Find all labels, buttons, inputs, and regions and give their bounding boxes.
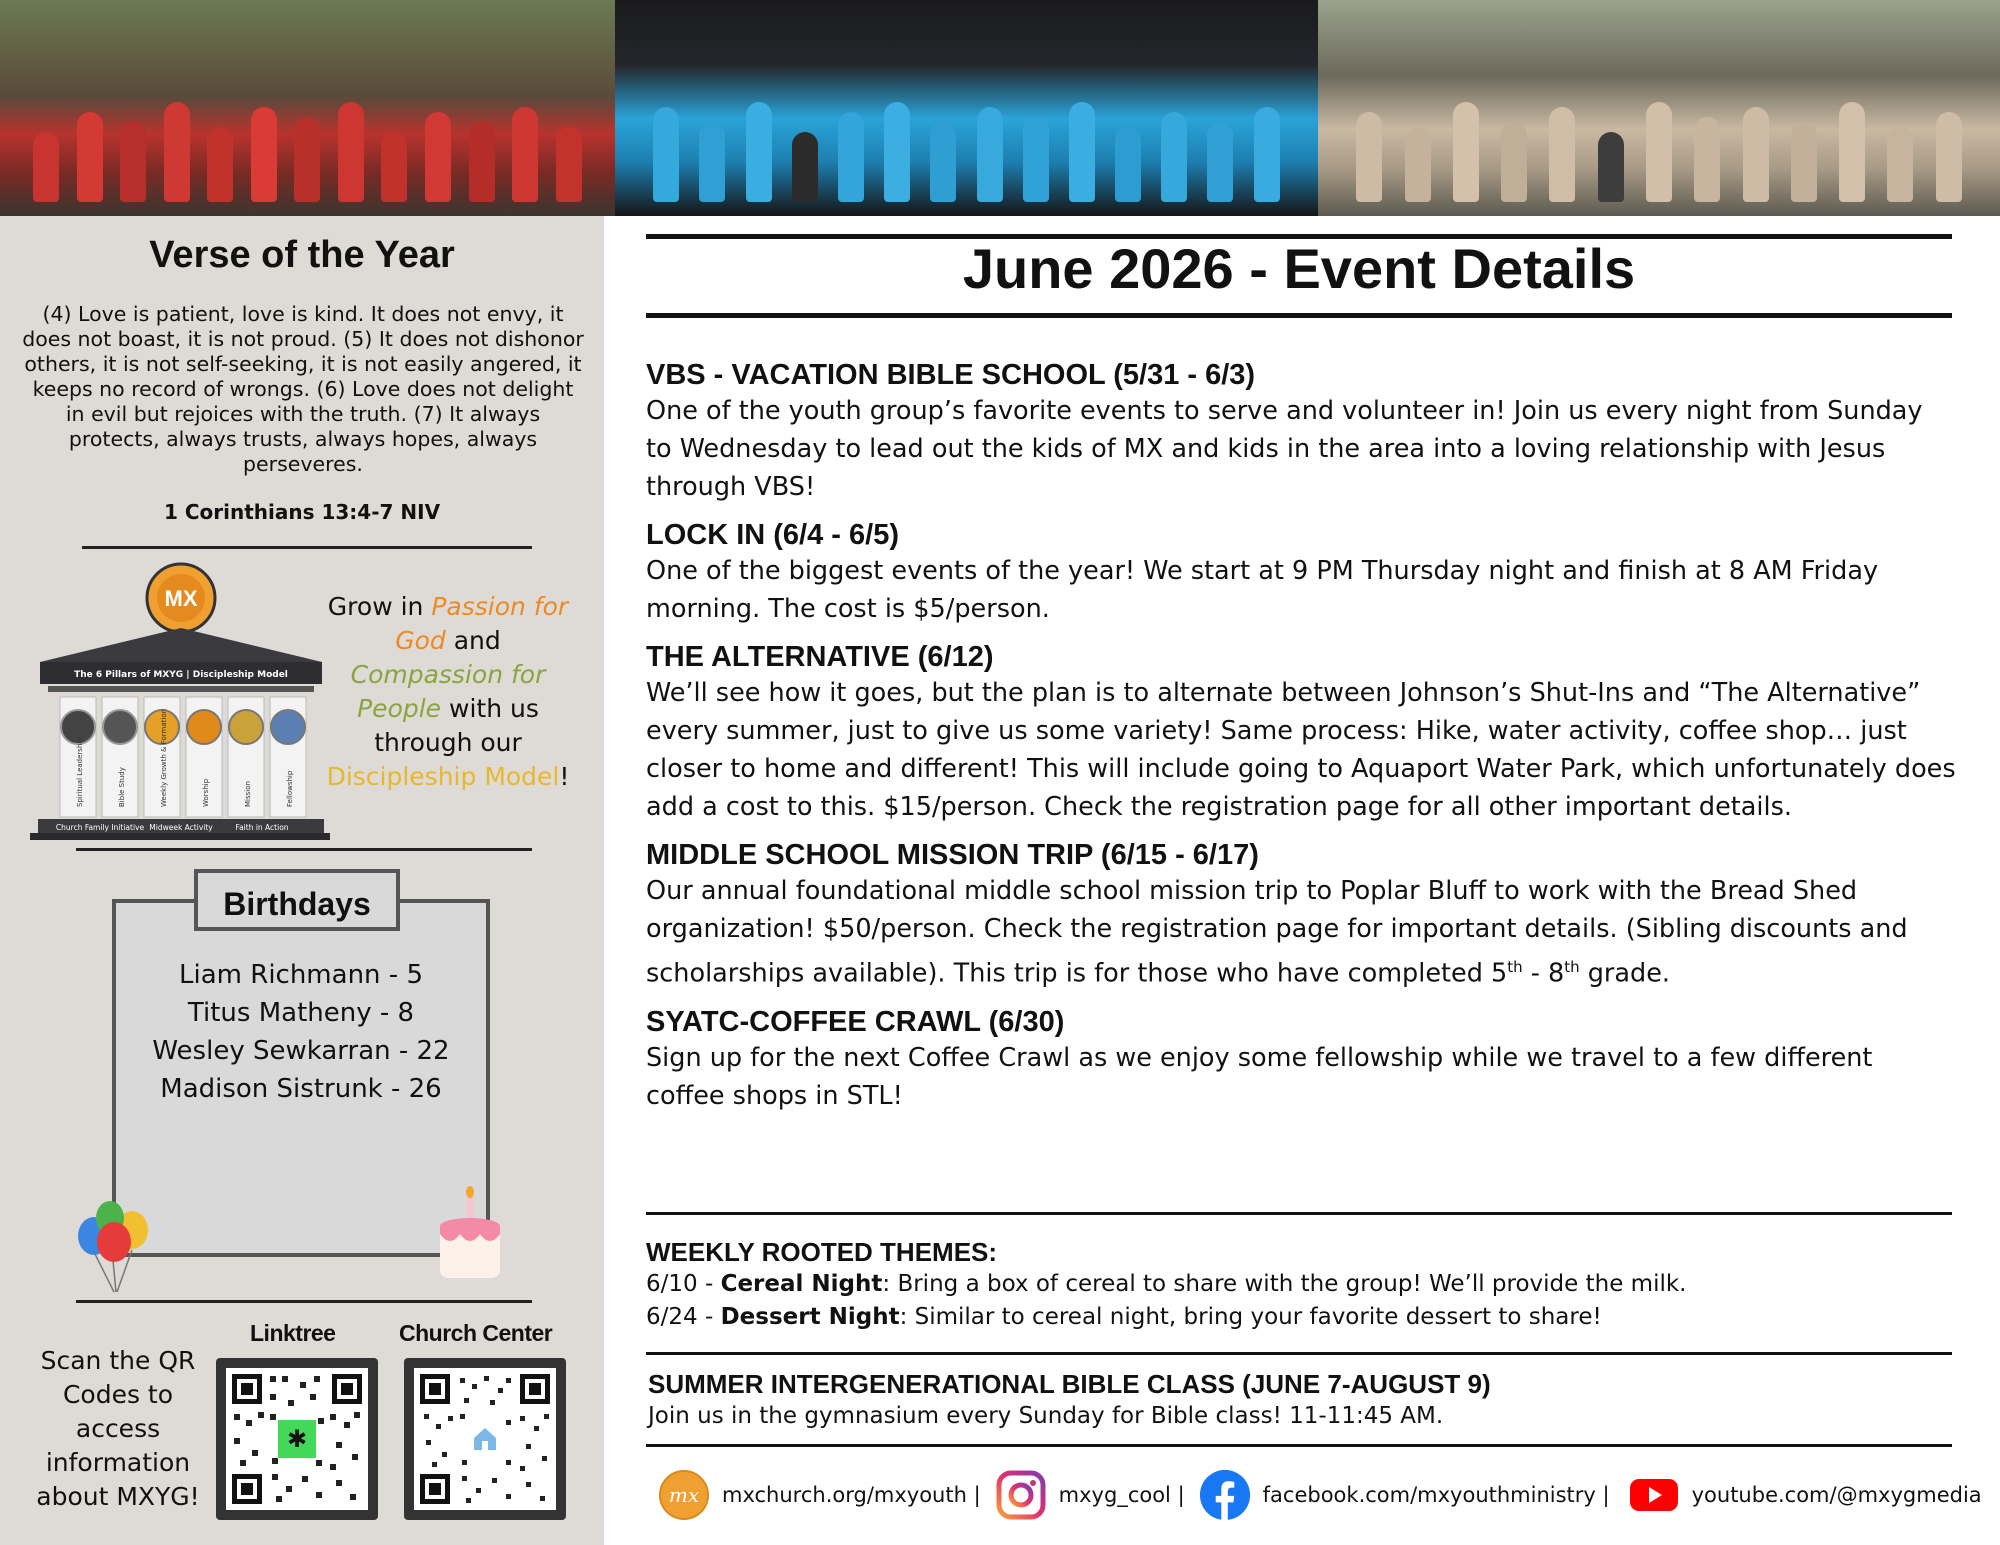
pillar-label: Weekly Growth & Formation (160, 708, 168, 807)
verse-text: (4) Love is patient, love is kind. It does not envy, it does not boast, it is not proud. (5) It does not dishonor others, it is not self-seeking, it is not easily angered, it keeps no record of wrongs. (6) Love does not delight in evil but rejoices with the truth. (7) It always protects, always trusts, always hopes, always perseveres. (22, 302, 584, 476)
linktree-qr-code[interactable] (216, 1358, 378, 1520)
discipleship-model-highlight: Discipleship Model (326, 762, 560, 791)
event-lock-in (646, 518, 1956, 628)
grow-text: Grow in Passion for God and Compassion for People with us through our Discipleship Model! (326, 592, 570, 791)
pillar-base-label: Church Family Initiative (55, 823, 145, 832)
group-photo-tan-shirts (1318, 0, 2000, 216)
scan-qr-text: Scan the QR Codes to access information about MXYG! (36, 1346, 200, 1511)
social-footer (658, 1464, 1996, 1526)
birthdays-title: Birthdays (194, 869, 400, 931)
summer-class-title: SUMMER INTERGENERATIONAL BIBLE CLASS (JUNE 7-AUGUST 9) (648, 1369, 1491, 1399)
summer-bible-class (648, 1368, 1954, 1432)
passion-highlight: Passion for God (395, 592, 569, 655)
group-photo-blue-shirts (615, 0, 1318, 216)
balloons-icon (72, 1200, 156, 1296)
divider (82, 546, 532, 549)
event-body: One of the biggest events of the year! We start at 9 PM Thursday night and finish at 8 AM Friday morning. The cost is $5/person. (646, 556, 1879, 624)
church-center-qr-code[interactable] (404, 1358, 566, 1520)
pillar-label: Fellowship (286, 770, 294, 807)
event-title: MIDDLE SCHOOL MISSION TRIP (6/15 - 6/17) (646, 839, 1259, 871)
photo-strip (0, 0, 2000, 216)
weekly-themes (646, 1236, 1952, 1334)
divider (646, 1212, 1952, 1215)
birthday-item: Titus Matheny - 8 (187, 998, 415, 1028)
qr-linktree-label: Linktree (250, 1320, 336, 1346)
svg-text:mx: mx (668, 1483, 700, 1507)
divider (646, 1444, 1952, 1447)
compassion-highlight: Compassion for People (350, 660, 546, 723)
website-link[interactable]: mxchurch.org/mxyouth | (722, 1483, 981, 1507)
facebook-link[interactable]: facebook.com/mxyouthministry | (1262, 1483, 1610, 1507)
event-title: VBS - VACATION BIBLE SCHOOL (5/31 - 6/3) (646, 359, 1256, 391)
event-body: Our annual foundational middle school mission trip to Poplar Bluff to work with the Bread Shed organization! $50/person. Check the registration page for important details. (Sibling discounts and scholarships available). This trip is for those who have completed 5th - 8th grade. (646, 876, 1908, 989)
svg-text:✱: ✱ (286, 1425, 308, 1453)
youtube-link[interactable]: youtube.com/@mxygmedia (1691, 1483, 1982, 1507)
birthday-cake-icon (434, 1186, 506, 1286)
pillars-logo-text: MX (164, 586, 198, 611)
weekly-themes-title: WEEKLY ROOTED THEMES: (646, 1237, 998, 1267)
event-coffee-crawl (646, 1005, 1956, 1115)
instagram-icon (995, 1469, 1047, 1521)
sidebar (0, 216, 604, 1545)
pillar-label: Bible Study (118, 767, 126, 807)
verse-reference: 1 Corinthians 13:4-7 NIV (163, 500, 441, 524)
pillars-banner-text: The 6 Pillars of MXYG | Discipleship Model (74, 670, 288, 680)
pillar-label: Spiritual Leadership (76, 737, 84, 807)
facebook-icon (1199, 1469, 1251, 1521)
pillar-label: Worship (202, 778, 210, 807)
birthday-item: Madison Sistrunk - 26 (160, 1074, 442, 1104)
event-body: We’ll see how it goes, but the plan is to alternate between Johnson’s Shut-Ins and “The Alternative” every summer, just to give us some variety! Same process: Hike, water activity, coffee shop… just closer to home and different! This will include going to Aquaport Water Park, which unfortunately does add a cost to this. $15/person. Check the registration page for all other important details. (646, 678, 1956, 822)
event-title: LOCK IN (6/4 - 6/5) (646, 519, 899, 551)
title-rule-bottom (646, 313, 1952, 318)
verse-title: Verse of the Year (149, 234, 455, 276)
page-title: June 2026 - Event Details (962, 237, 1636, 300)
birthday-item: Liam Richmann - 5 (179, 960, 423, 990)
summer-class-body: Join us in the gymnasium every Sunday for Bible class! 11-11:45 AM. (648, 1403, 1444, 1429)
youtube-icon (1628, 1469, 1680, 1521)
pillar-base-label: Faith in Action (235, 823, 289, 832)
birthdays-list (112, 956, 490, 1108)
birthday-item: Wesley Sewkarran - 22 (152, 1036, 450, 1066)
events-list (646, 358, 1956, 1127)
event-title: THE ALTERNATIVE (6/12) (646, 641, 994, 673)
weekly-theme-item: 6/10 - Cereal Night: Bring a box of cereal to share with the group! We’ll provide the milk. (646, 1271, 1687, 1297)
divider (76, 1300, 532, 1303)
pillar-label: Mission (244, 781, 252, 807)
instagram-link[interactable]: mxyg_cool | (1058, 1483, 1185, 1507)
event-title: SYATC-COFFEE CRAWL (6/30) (646, 1005, 1065, 1038)
weekly-theme-item: 6/24 - Dessert Night: Similar to cereal night, bring your favorite dessert to share! (646, 1304, 1602, 1330)
divider (76, 848, 532, 851)
group-photo-red-shirts (0, 0, 615, 216)
pillar-base-label: Midweek Activity (149, 823, 213, 832)
event-vbs (646, 358, 1956, 506)
event-body: One of the youth group’s favorite events to serve and volunteer in! Join us every night from Sunday to Wednesday to lead out the kids of MX and kids in the area into a loving relationship with Jesus through VBS! (646, 396, 1923, 502)
divider (646, 1352, 1952, 1355)
discipleship-pillars-diagram (30, 562, 330, 840)
event-body: Sign up for the next Coffee Crawl as we enjoy some fellowship while we travel to a few different coffee shops in STL! (646, 1042, 1873, 1111)
event-the-alternative (646, 640, 1956, 826)
qr-church-center-label: Church Center (399, 1320, 553, 1346)
event-mission-trip (646, 838, 1956, 993)
mx-logo-icon (658, 1469, 710, 1521)
